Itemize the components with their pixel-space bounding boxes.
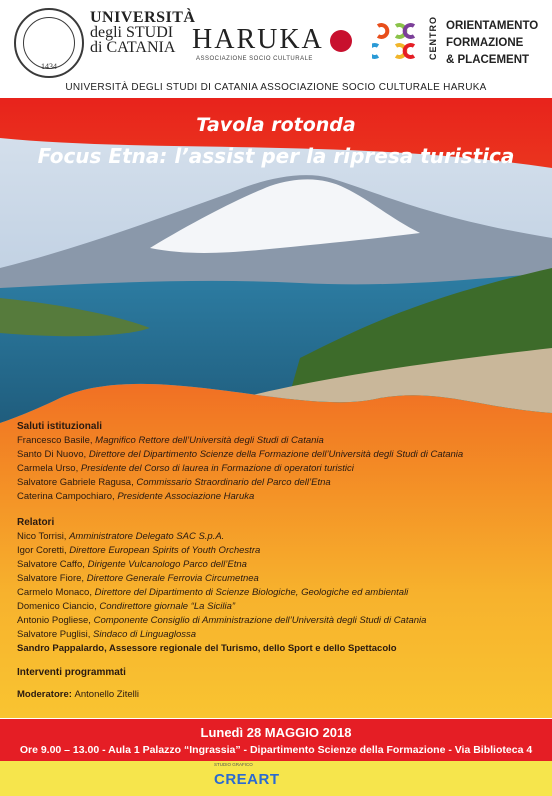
relatori-list: [17, 530, 547, 642]
unict-line1: UNIVERSITÀ: [90, 9, 196, 26]
relatori-role: Amministratore Delegato SAC S.p.A.: [69, 531, 225, 542]
relatori-role: Condirettore giornale “La Sicilia”: [99, 601, 236, 612]
haruka-sub: ASSOCIAZIONE SOCIO CULTURALE: [196, 56, 313, 62]
seal-caption: 1434: [41, 62, 57, 71]
event-subtitle: Focus Etna: l’assist per la ripresa turistica: [37, 144, 515, 168]
relatori-item: [17, 614, 547, 628]
moderatore-name: Antonello Zitelli: [74, 689, 139, 700]
cof-line2: FORMAZIONE: [446, 37, 524, 49]
event-title: Tavola rotonda: [196, 114, 356, 136]
relatori-name: Domenico Ciancio,: [17, 601, 100, 612]
saluti-item: [17, 448, 547, 462]
highlight-name: Sandro Pappalardo,: [17, 643, 110, 654]
relatori-name: Igor Coretti,: [17, 545, 70, 556]
saluti-role: Magnifico Rettore dell’Università degli Studi di Catania: [95, 435, 324, 446]
creart-sub: STUDIO GRAFICO: [214, 762, 253, 767]
relatori-item: [17, 586, 547, 600]
relatori-role: Sindaco di Linguaglossa: [93, 629, 197, 640]
relatori-item: [17, 572, 547, 586]
saluti-role: Commissario Straordinario del Parco dell’Etna: [136, 477, 331, 488]
header: [0, 0, 552, 82]
relatori-item: [17, 558, 547, 572]
moderatore-label: Moderatore:: [17, 689, 75, 700]
relatori-item: [17, 544, 547, 558]
cof-vertical-label: CENTRO: [428, 16, 438, 60]
cof-text: [446, 18, 538, 69]
relatori-role: Direttore Generale Ferrovia Circumetnea: [86, 573, 259, 584]
saluti-heading: Saluti istituzionali: [17, 421, 103, 432]
saluti-item: [17, 462, 547, 476]
haruka-logo: [192, 24, 324, 62]
relatori-role: Direttore European Spirits of Youth Orchestra: [69, 545, 261, 556]
saluti-name: Salvatore Gabriele Ragusa,: [17, 477, 137, 488]
relatori-item: [17, 530, 547, 544]
relatori-name: Antonio Pogliese,: [17, 615, 94, 626]
saluti-role: Presidente del Corso di laurea in Formazione di operatori turistici: [80, 463, 354, 474]
saluti-name: Francesco Basile,: [17, 435, 96, 446]
highlight-role: Assessore regionale del Turismo, dello Sport e dello Spettacolo: [109, 643, 397, 654]
saluti-role: Presidente Associazione Haruka: [117, 491, 255, 502]
rose-icon: [330, 30, 352, 52]
relatori-name: Salvatore Puglisi,: [17, 629, 94, 640]
relatori-role: Direttore del Dipartimento di Scienze Biologiche, Geologiche ed ambientali: [94, 587, 409, 598]
saluti-name: Carmela Urso,: [17, 463, 81, 474]
cof-line3: & PLACEMENT: [446, 54, 530, 66]
event-location: Ore 9.00 – 13.00 - Aula 1 Palazzo “Ingrassia” - Dipartimento Scienze della Formazione - Via Biblioteca 4: [19, 744, 533, 756]
cof-logo-icon: [372, 18, 422, 64]
saluti-role: Direttore del Dipartimento Scienze della Formazione dell’Università degli Studi di Catania: [88, 449, 464, 460]
interventi-heading: Interventi programmati: [17, 667, 126, 678]
unict-logo: [90, 10, 195, 55]
relatori-name: Salvatore Caffo,: [17, 559, 88, 570]
relatori-name: Salvatore Fiore,: [17, 573, 87, 584]
saluti-item: [17, 476, 547, 490]
creart-logo: CREART: [214, 771, 280, 788]
highlight-speaker: [17, 642, 547, 656]
relatori-name: Nico Torrisi,: [17, 531, 70, 542]
saluti-list: [17, 434, 547, 504]
relatori-item: [17, 628, 547, 642]
relatori-name: Carmelo Monaco,: [17, 587, 95, 598]
saluti-name: Santo Di Nuovo,: [17, 449, 89, 460]
haruka-name: HARUKA: [192, 24, 324, 55]
unict-line3: di CATANIA: [90, 39, 176, 56]
relatori-role: Dirigente Vulcanologo Parco dell’Etna: [87, 559, 247, 570]
saluti-item: [17, 434, 547, 448]
event-info-band: [0, 719, 552, 761]
organizers-subtitle: UNIVERSITÀ DEGLI STUDI DI CATANIA ASSOCIAZIONE SOCIO CULTURALE HARUKA: [65, 82, 487, 93]
saluti-name: Caterina Campochiaro,: [17, 491, 118, 502]
saluti-item: [17, 490, 547, 504]
program-content: [17, 414, 547, 702]
relatori-role: Componente Consiglio di Amministrazione dell’Università degli Studi di Catania: [93, 615, 427, 626]
moderatore: [17, 688, 547, 702]
relatori-heading: Relatori: [17, 517, 55, 528]
event-date: Lunedì 28 MAGGIO 2018: [200, 725, 352, 740]
relatori-item: [17, 600, 547, 614]
unict-line2: degli STUDI: [90, 24, 174, 41]
cof-line1: ORIENTAMENTO: [446, 20, 539, 32]
